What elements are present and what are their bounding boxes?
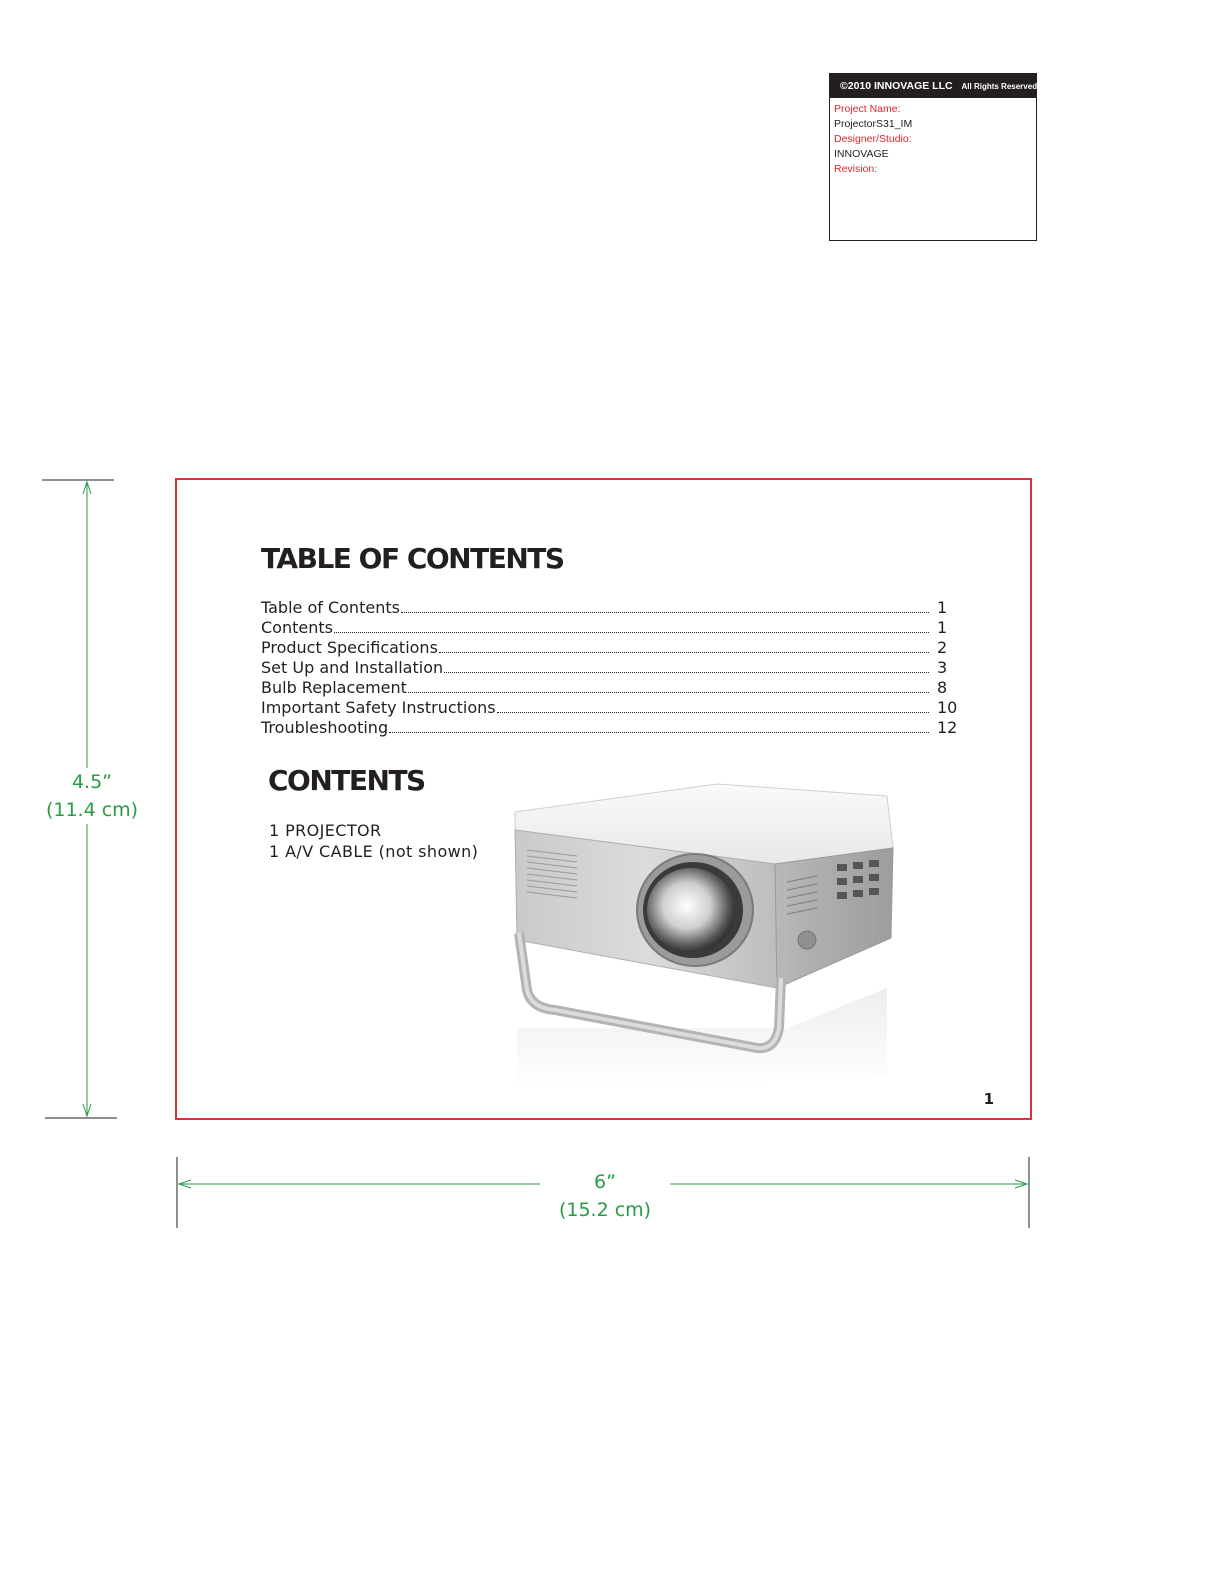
- contents-heading: CONTENTS: [268, 764, 425, 797]
- toc-list: [261, 598, 961, 738]
- toc-leader: [497, 711, 929, 713]
- toc-heading: TABLE OF CONTENTS: [261, 542, 564, 575]
- toc-row: [261, 698, 961, 718]
- toc-row: [261, 678, 961, 698]
- toc-entry-title: Table of Contents: [261, 598, 400, 617]
- toc-entry-page: 1: [937, 598, 948, 617]
- designer-label: Designer/Studio:: [834, 133, 912, 145]
- projector-image: [507, 778, 907, 1096]
- contents-list: [269, 820, 478, 862]
- toc-leader: [401, 611, 929, 613]
- rights-text: All Rights Reserved.: [961, 82, 1040, 91]
- project-name-value: ProjectorS31_IM: [834, 118, 913, 130]
- toc-entry-page: 2: [937, 638, 948, 657]
- project-name-label: Project Name:: [834, 103, 901, 115]
- contents-item: 1 PROJECTOR: [269, 821, 382, 840]
- toc-leader: [444, 671, 929, 673]
- toc-entry-page: 1: [937, 618, 948, 637]
- toc-entry-title: Bulb Replacement: [261, 678, 407, 697]
- toc-leader: [389, 731, 929, 733]
- toc-row: [261, 598, 961, 618]
- toc-entry-title: Important Safety Instructions: [261, 698, 496, 717]
- contents-item: 1 A/V CABLE (not shown): [269, 842, 479, 861]
- width-inches: 6”: [594, 1171, 616, 1193]
- toc-entry-page: 8: [937, 678, 948, 697]
- toc-row: [261, 618, 961, 638]
- width-cm: (15.2 cm): [558, 1199, 652, 1221]
- copyright-text: ©2010 INNOVAGE LLC: [840, 80, 953, 92]
- page-number: 1: [983, 1090, 994, 1108]
- toc-leader: [408, 691, 929, 693]
- toc-entry-page: 12: [937, 718, 958, 737]
- toc-leader: [334, 631, 929, 633]
- toc-row: [261, 638, 961, 658]
- toc-entry-title: Product Specifications: [261, 638, 438, 657]
- toc-entry-title: Troubleshooting: [261, 718, 389, 737]
- toc-row: [261, 718, 961, 738]
- manual-page: [175, 478, 1032, 1120]
- designer-value: INNOVAGE: [834, 148, 889, 160]
- toc-entry-page: 3: [937, 658, 948, 677]
- toc-leader: [439, 651, 929, 653]
- height-dimension-label: [36, 768, 148, 824]
- height-cm: (11.4 cm): [45, 799, 139, 821]
- toc-entry-title: Contents: [261, 618, 333, 637]
- height-inches: 4.5”: [71, 771, 113, 793]
- toc-entry-page: 10: [937, 698, 958, 717]
- toc-row: [261, 658, 961, 678]
- width-dimension-label: [540, 1168, 670, 1224]
- toc-entry-title: Set Up and Installation: [261, 658, 444, 677]
- revision-label: Revision:: [834, 163, 878, 175]
